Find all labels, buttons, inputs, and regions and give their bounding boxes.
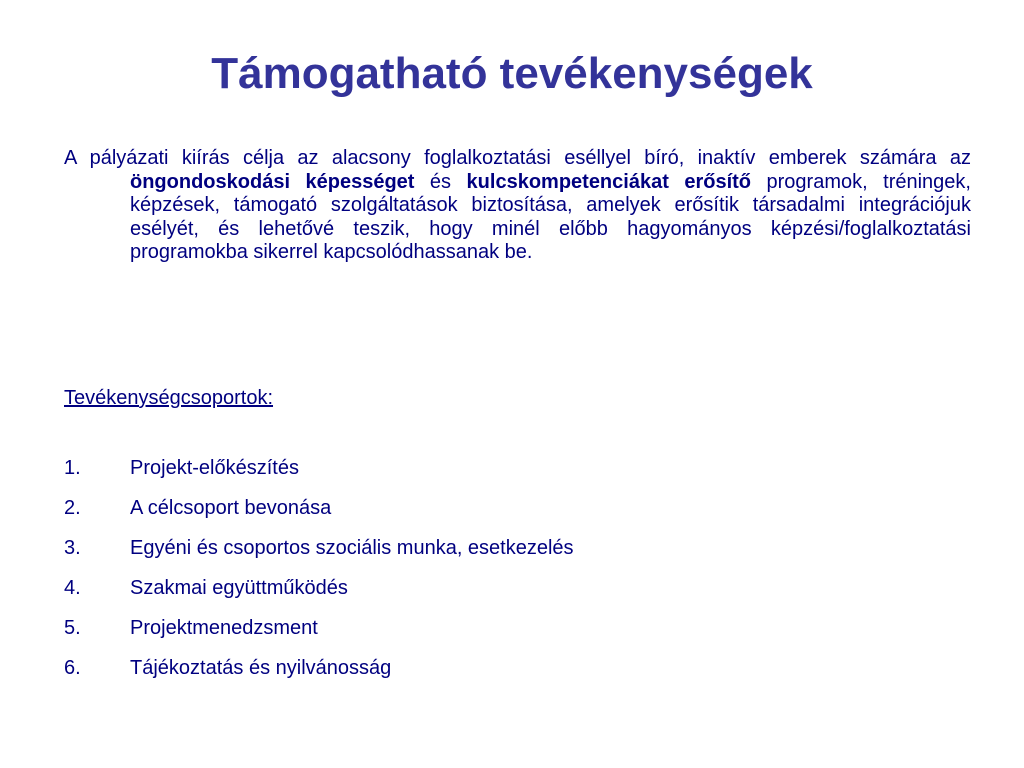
- intro-text-1: A pályázati kiírás célja az alacsony foglalkoztatási eséllyel bíró, inaktív emberek számára az: [64, 147, 971, 169]
- list-item: [64, 455, 574, 495]
- intro-paragraph: [64, 147, 971, 265]
- slide-title: Támogatható tevékenységek: [211, 49, 813, 98]
- list-item-number: 3.: [64, 537, 81, 559]
- intro-bold-2: kulcskompetenciákat erősítő: [466, 170, 752, 193]
- list-item: [64, 615, 574, 655]
- activity-groups-heading: Tevékenységcsoportok:: [64, 387, 274, 409]
- list-item: [64, 655, 574, 695]
- list-item-number: 6.: [64, 657, 81, 679]
- list-item-number: 2.: [64, 497, 81, 519]
- list-item-label: A célcsoport bevonása: [130, 497, 332, 519]
- list-item-label: Projekt-előkészítés: [130, 457, 299, 479]
- list-item-label: Tájékoztatás és nyilvánosság: [130, 657, 392, 679]
- list-item: [64, 535, 574, 575]
- list-item-number: 5.: [64, 617, 81, 639]
- list-item: [64, 575, 574, 615]
- list-item-number: 4.: [64, 577, 81, 599]
- intro-bold-1: öngondoskodási képességet: [130, 170, 415, 193]
- list-item-label: Egyéni és csoportos szociális munka, esetkezelés: [130, 537, 574, 559]
- list-item-label: Projektmenedzsment: [130, 617, 318, 639]
- intro-text-3: programok, tréningek, képzések, támogató szolgáltatások biztosítása, amelyek erősítik társadalmi integrációjuk esélyét, és lehetővé teszik, hogy minél előbb hagyományos képzési/foglalkoztatási programokba sikerrel kapcsolódhassanak be.: [130, 170, 971, 263]
- list-item: [64, 495, 574, 535]
- intro-text-2: és: [414, 170, 467, 193]
- activity-list: [64, 455, 574, 695]
- list-item-number: 1.: [64, 457, 81, 479]
- list-item-label: Szakmai együttműködés: [130, 577, 348, 599]
